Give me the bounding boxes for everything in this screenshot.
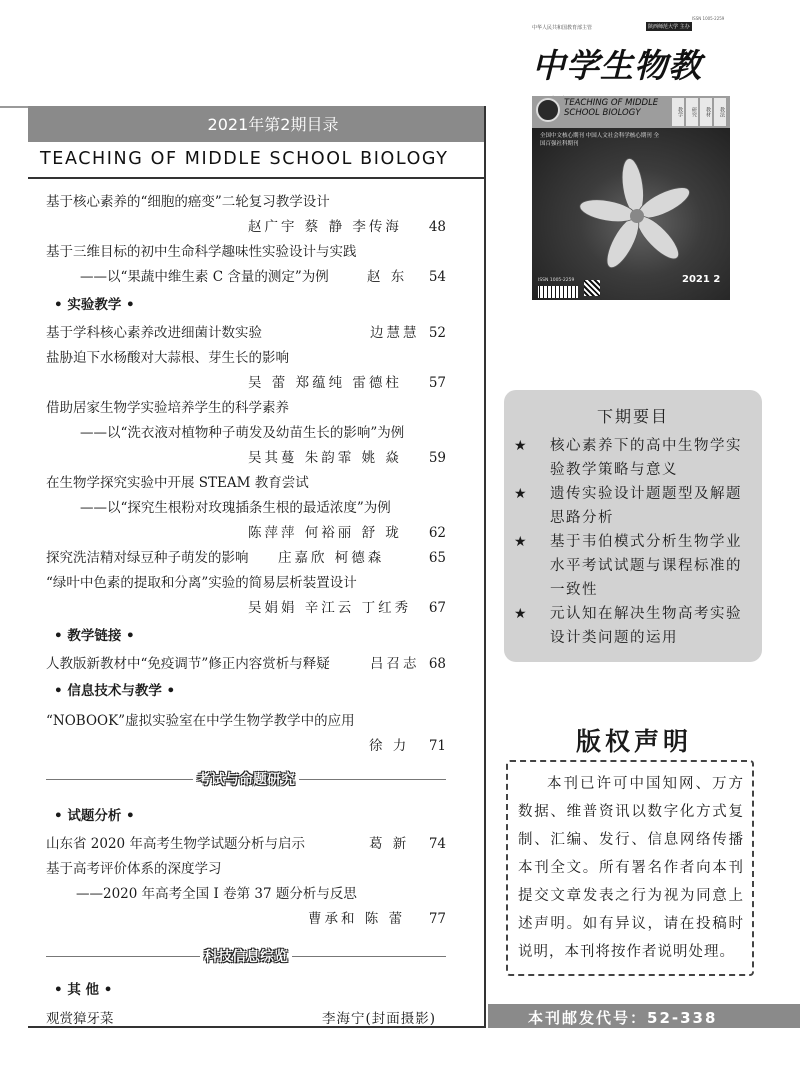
star-icon: ★ — [514, 486, 527, 502]
cover-topic-text: 全国中文核心期刊 中国人文社会科学核心期刊 全国百强社科期刊 — [540, 133, 659, 147]
toc-entry[interactable] — [46, 473, 446, 493]
toc-entry[interactable] — [46, 884, 446, 904]
page-number: 68 — [428, 656, 446, 672]
toc-entry[interactable] — [46, 398, 446, 418]
qr-code-icon — [584, 280, 600, 296]
banner-label: 考试与命题研究 — [193, 772, 299, 788]
page-number: 57 — [428, 375, 446, 391]
article-title: 基于核心素养的“细胞的癌变”二轮复习教学设计 — [46, 194, 330, 210]
toc-entry[interactable] — [46, 1009, 446, 1029]
copyright-title: 版权声明 — [575, 727, 692, 756]
cover-barcode — [538, 286, 578, 298]
article-authors: 徐 力 — [369, 738, 410, 754]
toc-entry[interactable] — [46, 859, 446, 879]
article-authors: 曹承和 陈 蕾 — [308, 911, 406, 927]
article-subtitle: ——以“洗衣液对植物种子萌发及幼苗生长的影响”为例 — [80, 425, 405, 441]
toc-entry[interactable] — [46, 654, 446, 674]
next-issue-box — [504, 390, 762, 662]
section-heading: • 实验教学 • — [54, 297, 135, 313]
article-authors: 庄嘉欣 柯德森 — [278, 550, 385, 566]
star-icon: ★ — [514, 534, 527, 550]
article-authors: 葛 新 — [369, 836, 410, 852]
section-heading: • 教学链接 • — [54, 628, 135, 644]
article-authors: 李海宁(封面摄影) — [322, 1011, 437, 1027]
page-number: 54 — [428, 269, 446, 285]
next-issue-title: 下期要目 — [596, 407, 669, 426]
next-issue-text: 核心素养下的高中生物学实验教学策略与意义 — [550, 438, 742, 478]
toc-entry[interactable] — [46, 834, 446, 854]
cover-english-name: TEACHING OF MIDDLE SCHOOL BIOLOGY — [564, 98, 659, 118]
cover-tags — [672, 98, 728, 130]
university-logo-icon — [536, 98, 560, 122]
column-divider — [484, 106, 486, 1028]
journal-cover — [532, 18, 730, 300]
toc-entry[interactable] — [46, 348, 446, 368]
article-title: “绿叶中色素的提取和分离”实验的简易层析装置设计 — [46, 575, 357, 591]
article-subtitle: ——以“探究生根粉对玫瑰插条生根的最适浓度”为例 — [80, 500, 391, 516]
cover-band — [532, 96, 730, 128]
article-title: 观赏獐牙菜 — [46, 1011, 114, 1027]
toc-entry[interactable] — [46, 267, 446, 287]
toc-entry[interactable] — [46, 711, 446, 731]
copyright-text: 本刊已许可中国知网、万方数据、维普资讯以数字化方式复制、汇编、发行、信息网络传播本刊全文。所有署名作者向本刊提交文章发表之行为视为同意上述声明。如有异议，请在投稿时说明，本刊将按作者说明处理。 — [518, 776, 744, 960]
toc-entry[interactable] — [46, 192, 446, 212]
article-subtitle: ——2020 年高考全国 I 卷第 37 题分析与反思 — [76, 886, 357, 902]
article-authors: 吴娟娟 辛江云 丁红秀 — [248, 600, 412, 616]
article-title: 借助居家生物学实验培养学生的科学素养 — [46, 400, 289, 416]
top-rule — [0, 106, 28, 108]
article-title: 山东省 2020 年高考生物学试题分析与启示 — [46, 836, 305, 852]
table-of-contents — [46, 184, 446, 1027]
toc-header-bar — [28, 106, 484, 142]
toc-entry[interactable] — [46, 498, 446, 518]
next-issue-text: 遗传实验设计题题型及解题思路分析 — [550, 486, 742, 526]
cover-tag: 教法 — [714, 98, 726, 126]
cover-sponsor-badge: 陕西师范大学 主办 — [648, 24, 690, 30]
section-banner — [46, 769, 446, 791]
toc-entry[interactable] — [46, 423, 446, 443]
page-number: 62 — [428, 525, 446, 541]
toc-entry[interactable] — [46, 573, 446, 593]
cover-year-issue: 2021 2 — [682, 274, 721, 285]
article-authors: 赵 东 — [367, 269, 408, 285]
article-authors: 吴 蕾 郑蕴纯 雷德柱 — [248, 375, 402, 391]
cover-flower-photo — [532, 128, 730, 300]
toc-entry[interactable] — [46, 548, 446, 568]
article-authors: 赵广宇 蔡 静 李传海 — [248, 219, 402, 235]
page-number: 77 — [428, 911, 446, 927]
toc-title: 2021年第2期目录 — [207, 115, 339, 134]
cover-issn-bottom: ISSN 1005-2259 — [538, 278, 575, 283]
article-title: 基于三维目标的初中生命科学趣味性实验设计与实践 — [46, 244, 357, 260]
cover-issn-top: ISSN 1005-2259 — [692, 16, 725, 21]
cover-masthead — [532, 18, 730, 100]
page-number: 67 — [428, 600, 446, 616]
page-number: 74 — [428, 836, 446, 852]
section-banner — [46, 946, 446, 968]
article-title: 基于高考评价体系的深度学习 — [46, 861, 222, 877]
copyright-box — [506, 760, 754, 976]
banner-label: 科技信息综览 — [200, 949, 292, 965]
article-title: 在生物学探究实验中开展 STEAM 教育尝试 — [46, 475, 309, 491]
article-title: 盐胁迫下水杨酸对大蒜根、芽生长的影响 — [46, 350, 289, 366]
next-issue-text: 基于韦伯模式分析生物学业水平考试试题与课程标准的一致性 — [550, 534, 742, 598]
next-issue-text: 元认知在解决生物高考实验设计类问题的运用 — [550, 606, 742, 646]
section-heading: • 其 他 • — [54, 982, 113, 998]
article-title: 人教版新教材中“免疫调节”修正内容赏析与释疑 — [46, 656, 330, 672]
title-rule — [28, 177, 486, 179]
section-heading: • 试题分析 • — [54, 808, 135, 824]
star-icon: ★ — [514, 606, 527, 622]
page-number: 71 — [428, 738, 446, 754]
section-heading: • 信息技术与教学 • — [54, 683, 176, 699]
cover-tag: 教材 — [700, 98, 712, 126]
star-icon: ★ — [514, 438, 527, 454]
article-authors: 边慧慧 — [370, 325, 420, 341]
journal-english-title: TEACHING OF MIDDLE SCHOOL BIOLOGY — [40, 149, 449, 169]
postal-code-bar — [488, 1004, 800, 1028]
toc-entry[interactable] — [46, 242, 446, 262]
page-number: 48 — [428, 219, 446, 235]
postal-code: 本刊邮发代号：52-338 — [528, 1009, 718, 1027]
article-authors: 吴其蔓 朱韵霏 姚 焱 — [248, 450, 402, 466]
toc-entry[interactable] — [46, 323, 446, 343]
cover-tag: 研究 — [686, 98, 698, 126]
article-subtitle: ——以“果蔬中维生素 C 含量的测定”为例 — [80, 269, 329, 285]
article-authors: 陈萍萍 何裕丽 舒 珑 — [248, 525, 402, 541]
article-authors: 吕召志 — [370, 656, 420, 672]
article-title: 基于学科核心素养改进细菌计数实验 — [46, 325, 262, 341]
page-number: 52 — [428, 325, 446, 341]
article-title: “NOBOOK”虚拟实验室在中学生物学教学中的应用 — [46, 713, 355, 729]
cover-tag: 教学 — [672, 98, 684, 126]
article-title: 探究洗洁精对绿豆种子萌发的影响 — [46, 550, 249, 566]
page-number: 65 — [428, 550, 446, 566]
cover-journal-name: 中学生物教 — [532, 46, 702, 85]
flower-icon — [572, 156, 702, 276]
page-number: 59 — [428, 450, 446, 466]
cover-publisher: 中华人民共和国教育部主管 — [532, 25, 593, 31]
